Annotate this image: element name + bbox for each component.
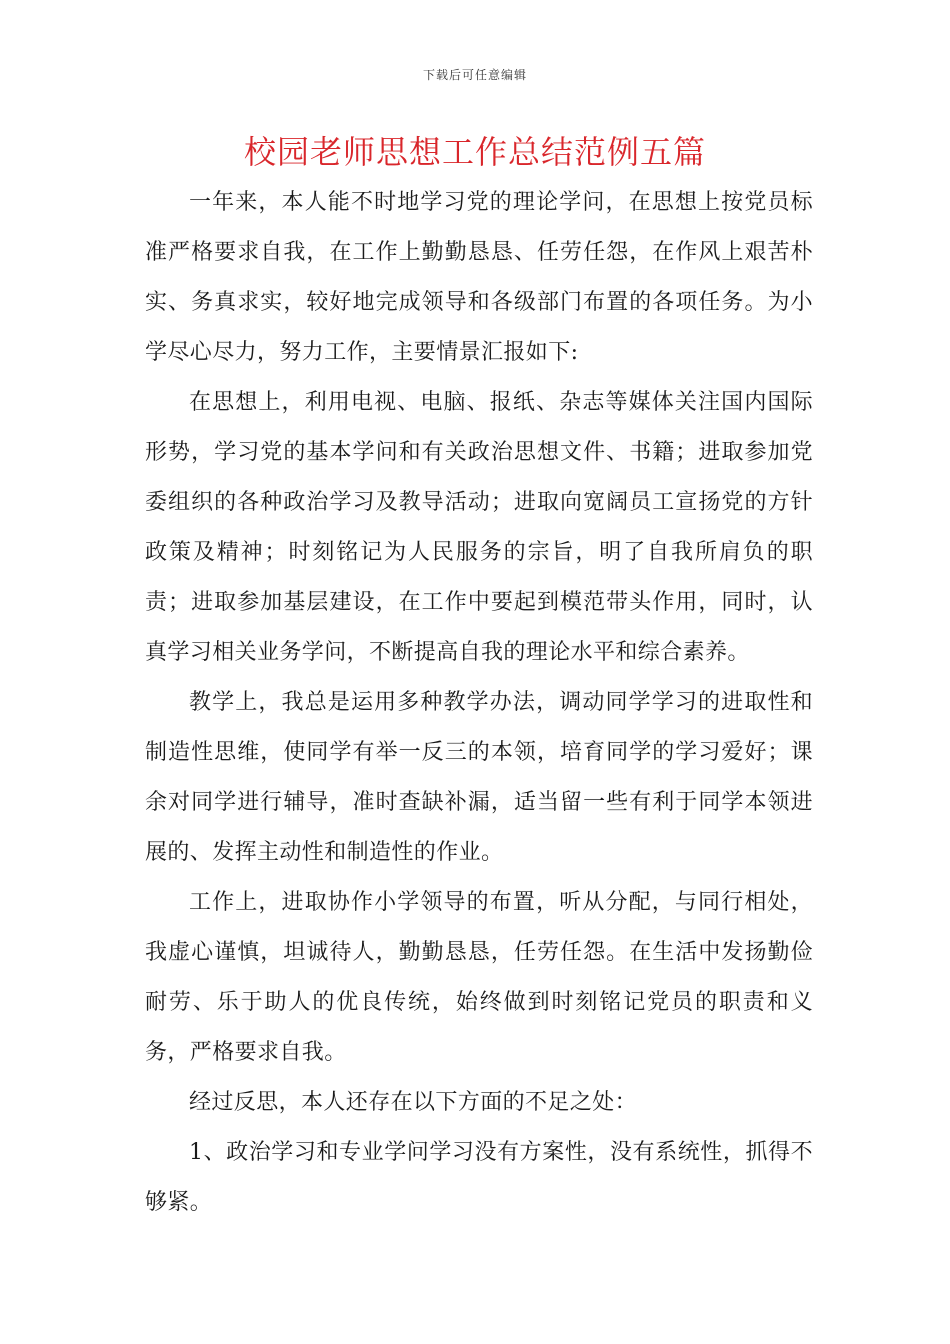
- document-title: 校园老师思想工作总结范例五篇: [243, 133, 706, 171]
- paragraph: 在思想上，利用电视、电脑、报纸、杂志等媒体关注国内国际形势，学习党的基本学问和有关政治思想文件、书籍；进取参加党委组织的各种政治学习及教导活动；进取向宽阔员工宣扬党的方针政策及精神；时刻铭记为人民服务的宗旨，明了自我所肩负的职责；进取参加基层建设，在工作中要起到模范带头作用，同时，认真学习相关业务学问，不断提高自我的理论水平和综合素养。: [145, 390, 813, 665]
- paragraph: 1、政治学习和专业学问学习没有方案性，没有系统性，抓得不够紧。: [145, 1140, 813, 1215]
- document-body: [145, 178, 813, 1228]
- paragraph: 教学上，我总是运用多种教学办法，调动同学学习的进取性和制造性思维，使同学有举一反三的本领，培育同学的学习爱好；课余对同学进行辅导，准时查缺补漏，适当留一些有利于同学本领进展的、发挥主动性和制造性的作业。: [145, 690, 813, 865]
- paragraph: 经过反思，本人还存在以下方面的不足之处：: [189, 1090, 638, 1115]
- paragraph: 一年来，本人能不时地学习党的理论学问，在思想上按党员标准严格要求自我，在工作上勤勤恳恳、任劳任怨，在作风上艰苦朴实、务真求实，较好地完成领导和各级部门布置的各项任务。为小学尽心尽力，努力工作，主要情景汇报如下:: [145, 190, 813, 365]
- header-note: 下载后可任意编辑: [422, 68, 527, 82]
- paragraph: 工作上，进取协作小学领导的布置，听从分配，与同行相处，我虚心谨慎，坦诚待人，勤勤恳恳，任劳任怨。在生活中发扬勤俭耐劳、乐于助人的优良传统，始终做到时刻铭记党员的职责和义务，严格要求自我。: [145, 890, 813, 1065]
